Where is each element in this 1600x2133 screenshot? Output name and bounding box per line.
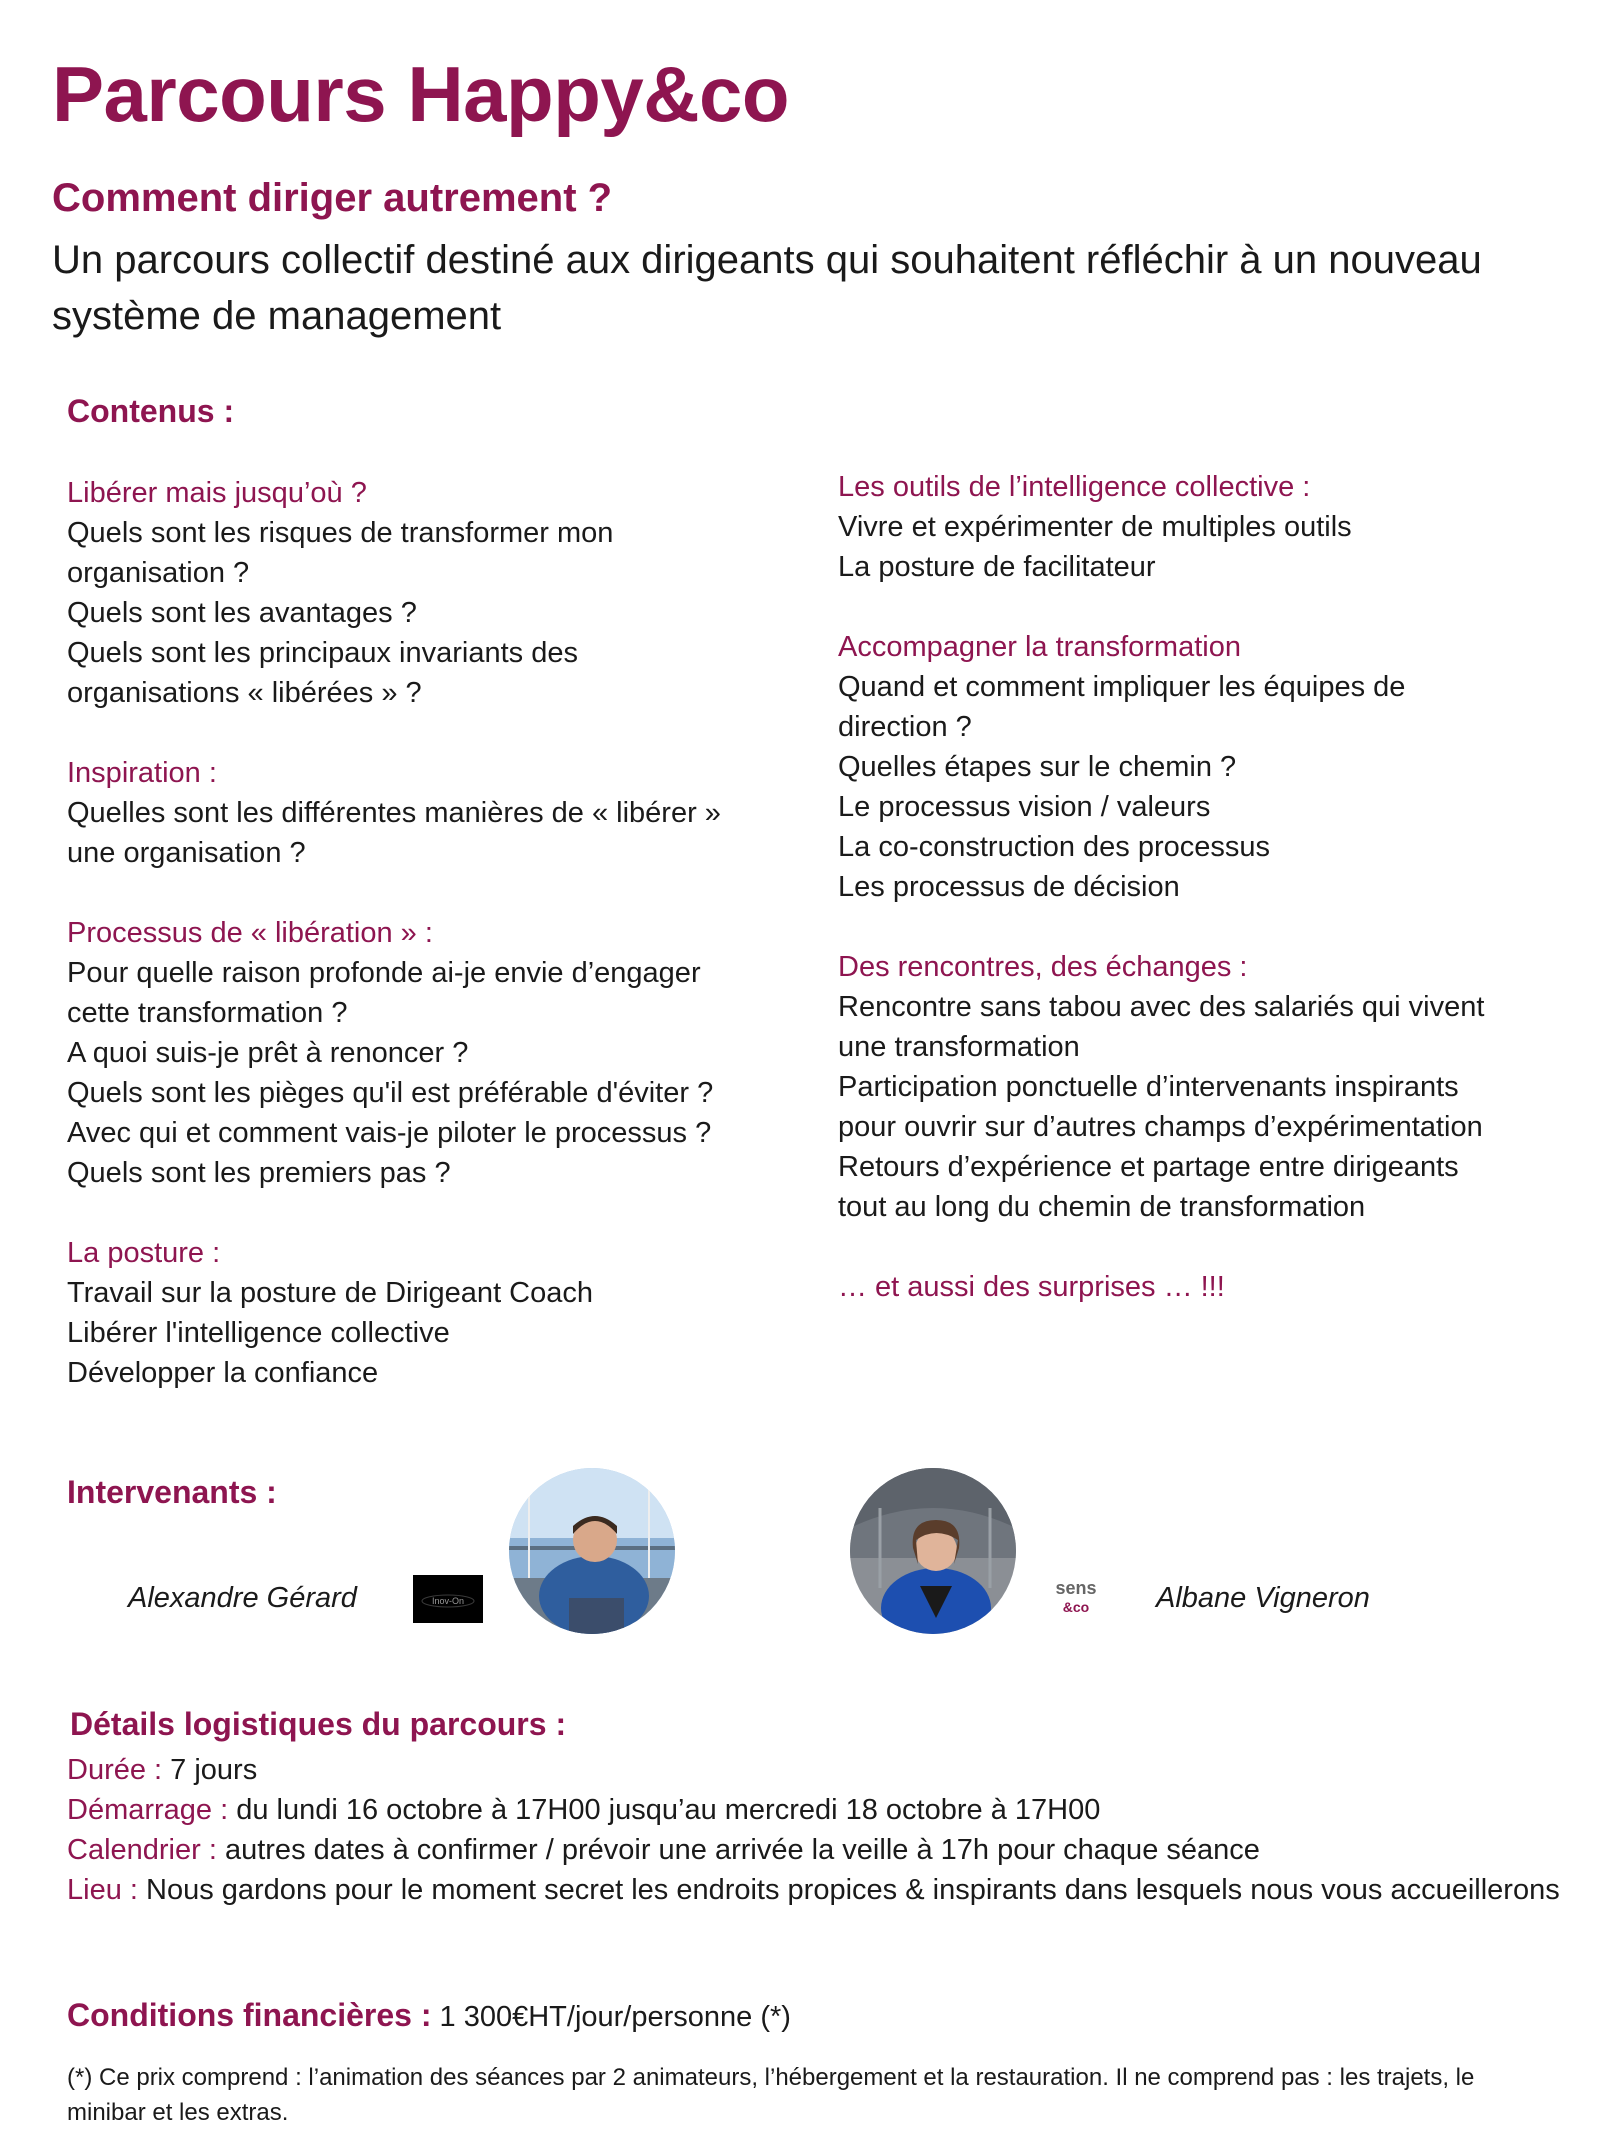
logistics-row — [67, 1790, 1560, 1830]
content-line: A quoi suis-je prêt à renoncer ? — [67, 1037, 469, 1069]
price-footnote: (*) Ce prix comprend : l’animation des séances par 2 animateurs, l’hébergement et la restauration. Il ne comprend pas : les trajets, le minibar et les extras. — [67, 2064, 1475, 2126]
sens-logo-line2: &co — [1062, 1599, 1090, 1615]
content-line: Les processus de décision — [838, 871, 1180, 903]
page-subtitle: Comment diriger autrement ? — [52, 176, 613, 220]
content-line: Pour quelle raison profonde ai-je envie d’engager — [67, 957, 701, 989]
content-line: organisations « libérées » ? — [67, 677, 422, 709]
content-line: Retours d’expérience et partage entre dirigeants — [838, 1151, 1459, 1183]
contenus-right-column — [838, 467, 1558, 1347]
content-line: Développer la confiance — [67, 1357, 379, 1389]
logistics-value: 7 jours — [162, 1754, 258, 1786]
inov-on-logo-text: Inov-On — [431, 1596, 465, 1606]
speaker-name-albane: Albane Vigneron — [1156, 1582, 1370, 1614]
content-line: Quels sont les risques de transformer mon — [67, 517, 614, 549]
intro-text: Un parcours collectif destiné aux dirigeants qui souhaitent réfléchir à un nouveau système de management — [52, 238, 1482, 338]
content-block-title: Accompagner la transformation — [838, 631, 1241, 663]
content-block — [838, 947, 1558, 1227]
contenus-left-column — [67, 473, 767, 1433]
content-block — [67, 753, 767, 873]
content-block-title: Libérer mais jusqu’où ? — [67, 477, 367, 509]
albane-vigneron-photo — [850, 1468, 1016, 1634]
logistics-label: Durée : — [67, 1754, 163, 1786]
content-line: une organisation ? — [67, 837, 306, 869]
intervenants-heading: Intervenants : — [67, 1474, 277, 1510]
content-line: La co-construction des processus — [838, 831, 1270, 863]
speaker-name-alexandre: Alexandre Gérard — [128, 1582, 357, 1614]
alexandre-gerard-photo — [509, 1468, 675, 1634]
financial-value: 1 300€HT/jour/personne (*) — [431, 2001, 791, 2033]
content-line: Vivre et expérimenter de multiples outils — [838, 511, 1352, 543]
content-line: Participation ponctuelle d’intervenants inspirants — [838, 1071, 1459, 1103]
logistics-row — [67, 1830, 1560, 1870]
content-line: Rencontre sans tabou avec des salariés qui vivent — [838, 991, 1485, 1023]
content-line: Quels sont les premiers pas ? — [67, 1157, 451, 1189]
content-line: une transformation — [838, 1031, 1080, 1063]
contenus-heading: Contenus : — [67, 393, 235, 429]
content-line: cette transformation ? — [67, 997, 348, 1029]
content-block — [838, 1267, 1558, 1307]
content-block-title: … et aussi des surprises … !!! — [838, 1271, 1225, 1303]
logistics-row — [67, 1870, 1560, 1910]
content-line: Libérer l'intelligence collective — [67, 1317, 450, 1349]
content-block — [838, 627, 1558, 907]
content-line: tout au long du chemin de transformation — [838, 1191, 1366, 1223]
content-block — [67, 913, 767, 1193]
content-block — [838, 467, 1558, 587]
content-block-title: Processus de « libération » : — [67, 917, 433, 949]
content-block — [67, 1233, 767, 1393]
content-block-title: Inspiration : — [67, 757, 217, 789]
logistics-label: Démarrage : — [67, 1794, 229, 1826]
inov-on-logo — [413, 1575, 483, 1623]
content-line: Travail sur la posture de Dirigeant Coach — [67, 1277, 594, 1309]
content-line: organisation ? — [67, 557, 250, 589]
content-line: Le processus vision / valeurs — [838, 791, 1211, 823]
logistics-row — [67, 1750, 1560, 1790]
logistics-value: autres dates à confirmer / prévoir une arrivée la veille à 17h pour chaque séance — [216, 1834, 1260, 1866]
sens-and-co-logo — [1044, 1574, 1108, 1622]
logistics-heading: Détails logistiques du parcours : — [70, 1706, 567, 1742]
content-line: Quels sont les pièges qu'il est préférable d'éviter ? — [67, 1077, 714, 1109]
content-line: Quelles sont les différentes manières de « libérer » — [67, 797, 721, 829]
content-line: La posture de facilitateur — [838, 551, 1156, 583]
logistics-value: Nous gardons pour le moment secret les endroits propices & inspirants dans lesquels nous vous accueillerons — [137, 1874, 1560, 1906]
content-line: Quand et comment impliquer les équipes de — [838, 671, 1406, 703]
content-block — [67, 473, 767, 713]
content-line: pour ouvrir sur d’autres champs d’expérimentation — [838, 1111, 1483, 1143]
content-line: Quels sont les principaux invariants des — [67, 637, 578, 669]
logistics-label: Calendrier : — [67, 1834, 217, 1866]
financial-conditions — [67, 1995, 791, 2037]
content-block-title: La posture : — [67, 1237, 221, 1269]
financial-heading: Conditions financières : — [67, 1997, 432, 2033]
content-block-title: Les outils de l’intelligence collective : — [838, 471, 1311, 503]
content-line: Avec qui et comment vais-je piloter le processus ? — [67, 1117, 712, 1149]
content-block-title: Des rencontres, des échanges : — [838, 951, 1248, 983]
sens-logo-line1: sens — [1055, 1578, 1097, 1598]
logistics-details — [67, 1750, 1560, 1910]
content-line: direction ? — [838, 711, 972, 743]
content-line: Quelles étapes sur le chemin ? — [838, 751, 1237, 783]
logistics-label: Lieu : — [67, 1874, 138, 1906]
page-title: Parcours Happy&co — [52, 50, 790, 138]
logistics-value: du lundi 16 octobre à 17H00 jusqu’au mercredi 18 octobre à 17H00 — [228, 1794, 1101, 1826]
content-line: Quels sont les avantages ? — [67, 597, 417, 629]
